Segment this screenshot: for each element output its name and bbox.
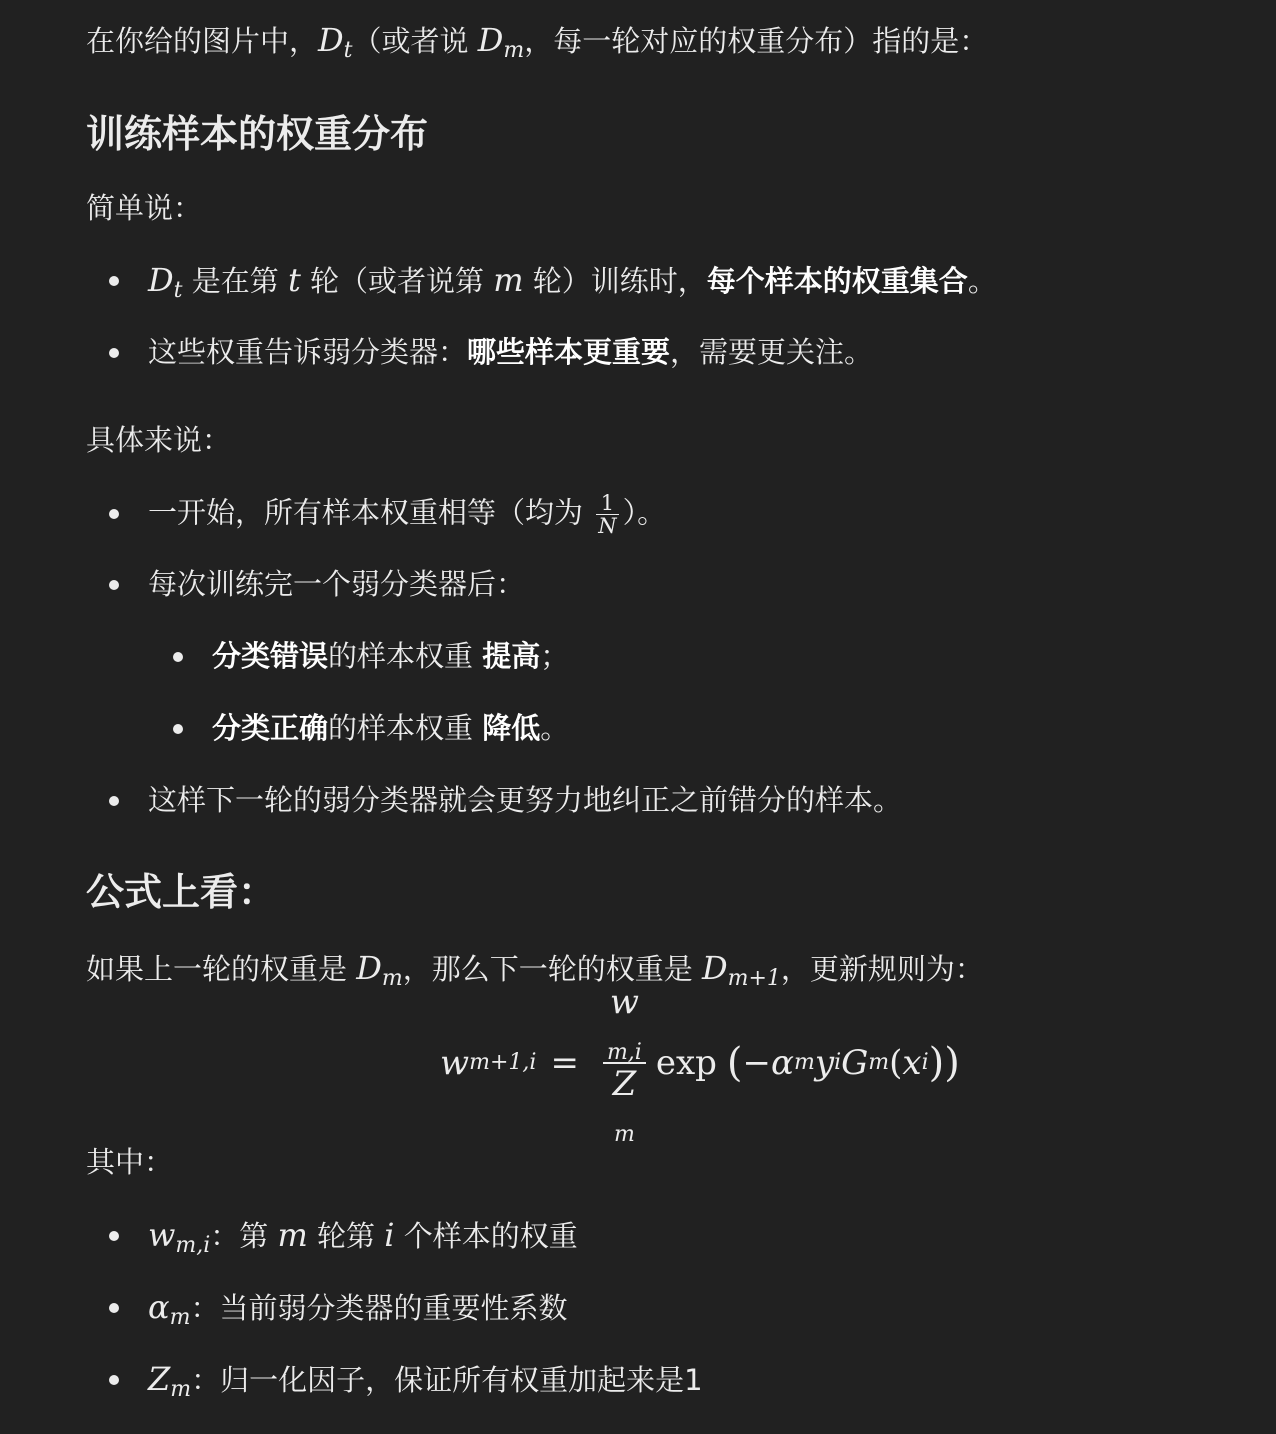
- item-text: 。: [540, 711, 570, 745]
- intro-text: ，每一轮对应的权重分布）指的是：: [524, 24, 989, 58]
- item-text: ：第: [210, 1219, 278, 1253]
- bold-text: 降低: [482, 711, 541, 745]
- math-subscript: m: [170, 1377, 192, 1402]
- bullet-dot: [173, 724, 183, 734]
- eq-numerator: [603, 982, 646, 1064]
- section-heading-weights: 训练样本的权重分布: [86, 112, 429, 156]
- eq-x: x: [902, 1043, 922, 1083]
- math-variable: m: [493, 261, 524, 299]
- bold-text: 分类正确: [212, 711, 329, 745]
- bold-text: 哪些样本更重要: [467, 335, 671, 369]
- item-text: 。: [967, 264, 997, 298]
- math-symbol: w: [148, 1216, 176, 1254]
- item-text: 轮第: [307, 1219, 385, 1253]
- section-heading-formula: 公式上看：: [86, 870, 277, 914]
- eq-subscript: m: [613, 1122, 635, 1147]
- eq-exp: exp: [655, 1043, 717, 1083]
- list-item: [148, 1215, 578, 1256]
- eq-minus: −: [742, 1043, 771, 1083]
- math-symbol: D: [477, 21, 504, 59]
- item-text: 轮）训练时，: [523, 264, 707, 298]
- bullet-dot: [109, 1231, 119, 1241]
- list-item: 每次训练完一个弱分类器后：: [148, 567, 526, 601]
- eq-denominator: [603, 1064, 646, 1147]
- math-symbol: D: [318, 21, 344, 59]
- math-symbol: D: [148, 261, 174, 299]
- math-subscript: m,i: [175, 1233, 211, 1258]
- math-symbol: D: [701, 949, 728, 987]
- list-item: [148, 332, 873, 372]
- math-subscript: m: [169, 1305, 191, 1330]
- math-subscript: t: [173, 278, 183, 303]
- math-symbol: Z: [148, 1360, 171, 1398]
- list-item: [148, 1359, 703, 1400]
- eq-lhs: w: [440, 1043, 470, 1083]
- eq-subscript: m,i: [606, 1040, 642, 1065]
- eq-paren: (: [889, 1043, 903, 1083]
- bold-text: 提高: [482, 639, 541, 673]
- eq-paren: )): [928, 1040, 960, 1086]
- bullet-dot: [109, 580, 119, 590]
- item-text: 的样本权重: [328, 711, 483, 745]
- fraction: [596, 492, 618, 537]
- eq-num-symbol: w: [609, 982, 639, 1022]
- formula-intro: [86, 948, 984, 989]
- eq-equals: =: [550, 1043, 579, 1083]
- item-text: ：归一化因子，保证所有权重加起来是1: [191, 1363, 703, 1397]
- intro-text: 在你给的图片中，: [86, 24, 319, 58]
- bullet-dot: [109, 1375, 119, 1385]
- item-text: 的样本权重: [328, 639, 483, 673]
- math-symbol: α: [148, 1288, 170, 1326]
- item-text: 一开始，所有样本权重相等（均为: [148, 495, 593, 530]
- bullet-dot: [109, 796, 119, 806]
- list-item: [148, 260, 997, 301]
- item-text: ，那么下一轮的权重是: [402, 952, 702, 986]
- item-text: 个样本的权重: [394, 1219, 578, 1253]
- item-text: 如果上一轮的权重是: [86, 952, 357, 986]
- math-variable: t: [287, 261, 301, 299]
- nested-list-item: [212, 708, 569, 748]
- bullet-dot: [109, 1303, 119, 1313]
- bold-text: 每个样本的权重集合: [706, 264, 968, 298]
- bold-text: 分类错误: [212, 639, 329, 673]
- bullet-dot: [109, 276, 119, 286]
- eq-G: G: [841, 1043, 869, 1083]
- intro-paragraph: [86, 20, 988, 61]
- where-label: 其中：: [86, 1145, 174, 1179]
- item-text: ，需要更关注。: [670, 335, 874, 369]
- item-text: 轮（或者说第: [300, 264, 494, 298]
- list-item: 这样下一轮的弱分类器就会更努力地纠正之前错分的样本。: [148, 783, 903, 817]
- item-text: ，更新规则为：: [780, 952, 984, 986]
- math-subscript: m: [381, 966, 403, 991]
- fraction-numerator: 1: [596, 492, 618, 515]
- math-subscript: m: [503, 38, 525, 63]
- item-text: 这些权重告诉弱分类器：: [148, 335, 468, 369]
- item-text: ；: [540, 639, 570, 673]
- list-item: [148, 1287, 568, 1328]
- eq-den-symbol: Z: [612, 1064, 637, 1104]
- intro-text: （或者说: [352, 24, 478, 58]
- simple-label: 简单说：: [86, 191, 203, 225]
- specific-label: 具体来说：: [86, 423, 232, 457]
- eq-y: y: [814, 1043, 835, 1083]
- item-text: ：当前弱分类器的重要性系数: [190, 1291, 568, 1325]
- bullet-dot: [109, 509, 119, 519]
- nested-list-item: [212, 636, 569, 676]
- list-item: [148, 492, 666, 537]
- math-symbol: D: [356, 949, 382, 987]
- eq-alpha: α: [771, 1043, 794, 1083]
- update-rule-equation: w m+1,i = w $_{m,i}$ Z $_m$ exp ( − α m y i G m ( x i )): [440, 982, 960, 1147]
- math-variable: i: [384, 1216, 395, 1254]
- math-variable: m: [277, 1216, 308, 1254]
- item-text: 是在第: [182, 264, 288, 298]
- item-text: ）。: [622, 495, 667, 530]
- bullet-dot: [109, 348, 119, 358]
- math-subscript: m+1: [727, 966, 781, 991]
- fraction-denominator: N: [598, 514, 617, 538]
- bullet-dot: [173, 652, 183, 662]
- math-subscript: t: [343, 38, 353, 63]
- eq-paren: (: [726, 1040, 743, 1086]
- eq-fraction: [603, 982, 646, 1147]
